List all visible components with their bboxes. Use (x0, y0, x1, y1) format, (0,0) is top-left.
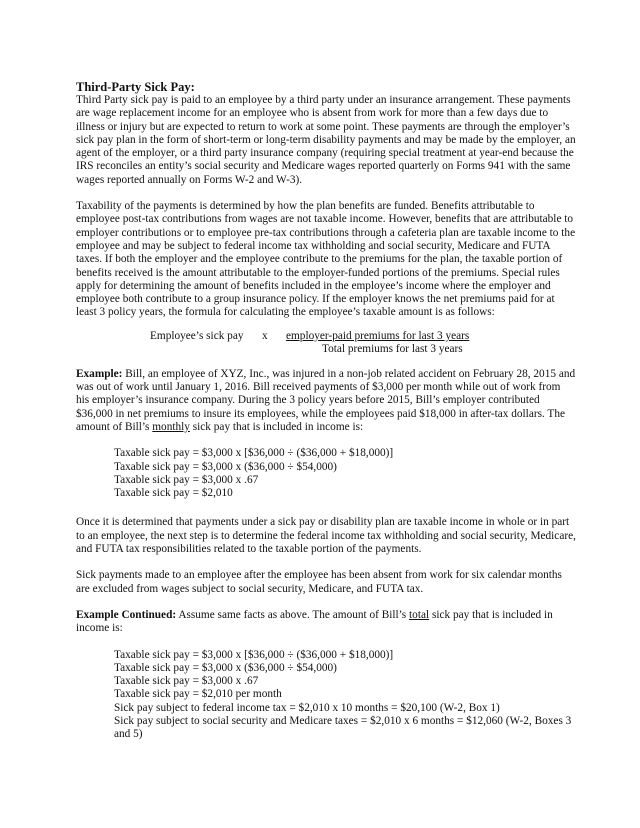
paragraph-intro: Third Party sick pay is paid to an employee by a third party under an insurance arrangement. These payments are wage replacement income for an employee who is absent from work for more than a few days due to illness or injury but are expected to return to work at some point. These payments are through the employer’s sick pay plan in the form of short-term or long-term disability payments and may be made by the employer, an agent of the employer, or a third party insurance company (requiring special treatment at year-end because the IRS reconciles an entity’s social security and Medicare wages reported quarterly on Forms 941 with the same wages reported annually on Forms W-2 and W-3). (76, 94, 576, 186)
calc-line: Taxable sick pay = $3,000 x [$36,000 ÷ ($36,000 + $18,000)] (114, 648, 394, 661)
document-body (76, 80, 576, 742)
example-label: Example: (76, 367, 123, 380)
formula-operator: x (262, 329, 268, 342)
example-paragraph (76, 368, 576, 434)
paragraph-six-months: Sick payments made to an employee after the employee has been absent from work for six calendar months are excluded from wages subject to social security, Medicare, and FUTA tax. (76, 569, 562, 595)
calc-line: Taxable sick pay = $2,010 (114, 487, 233, 500)
example-text-b: sick pay that is included in income is: (189, 420, 364, 433)
calc-line: Taxable sick pay = $3,000 x .67 (114, 675, 259, 688)
calc-line: Taxable sick pay = $2,010 per month (114, 688, 282, 701)
taxable-formula (76, 330, 576, 360)
paragraph-taxability: Taxability of the payments is determined by how the plan benefits are funded. Benefits attributable to employee post-tax contributions from wages are not taxable income. However, benefits that are attributable to employer contributions or to employee pre-tax contributions through a cafeteria plan are taxable income to the employee and may be subject to federal income tax withholding and social security, Medicare and FUTA taxes. If both the employer and the employee contribute to the premiums for the plan, the taxable portion of benefits received is the amount attributable to the employer-funded portions of the premiums. Special rules apply for determining the amount of benefits included in the employee’s income where the employer and employee both contribute to a group insurance policy. If the employer knows the net premiums paid for at least 3 policy years, the formula for calculating the employee’s taxable amount is as follows: (76, 200, 576, 319)
example-continued-calculation (114, 649, 576, 742)
calc-line: Taxable sick pay = $3,000 x [$36,000 ÷ ($36,000 + $18,000)] (114, 447, 394, 460)
section-heading: Third-Party Sick Pay: (76, 80, 195, 94)
formula-denominator: Total premiums for last 3 years (322, 342, 463, 355)
calc-line: Sick pay subject to federal income tax = $2,010 x 10 months = $20,100 (W-2, Box 1) (114, 701, 500, 714)
example-continued-text-a: Assume same facts as above. The amount of Bill’s (176, 608, 410, 621)
calc-line: Taxable sick pay = $3,000 x .67 (114, 473, 259, 486)
example-continued-paragraph (76, 609, 576, 636)
formula-numerator: employer-paid premiums for last 3 years (286, 329, 470, 342)
example-underlined: monthly (152, 420, 190, 433)
calc-line: Taxable sick pay = $3,000 x ($36,000 ÷ $54,000) (114, 661, 337, 674)
calc-line: Sick pay subject to social security and Medicare taxes = $2,010 x 6 months = $12,060 (W-2, Boxes 3 and 5) (114, 714, 572, 741)
formula-lhs: Employee’s sick pay (150, 329, 244, 342)
paragraph-responsibilities: Once it is determined that payments under a sick pay or disability plan are taxable income in whole or in part to an employee, the next step is to determine the federal income tax withholding and social security, Medicare, and FUTA tax responsibilities related to the taxable portion of the payments. (76, 516, 576, 556)
example-calculation (114, 447, 576, 500)
example-text-a: Bill, an employee of XYZ, Inc., was injured in a non-job related accident on February 28, 2015 and was out of work until January 1, 2016. Bill received payments of $3,000 per month while out of work from his employer’s insurance company. During the 3 policy years before 2015, Bill’s employer contributed $36,000 in net premiums to insure its employees, while the employees paid $18,000 in after-tax dollars. The amount of Bill’s (76, 367, 576, 433)
example-continued-underlined: total (409, 608, 430, 621)
calc-line: Taxable sick pay = $3,000 x ($36,000 ÷ $54,000) (114, 460, 337, 473)
example-continued-label: Example Continued: (76, 608, 177, 621)
example-continued-text-b: sick pay that is included in income is: (76, 608, 553, 635)
